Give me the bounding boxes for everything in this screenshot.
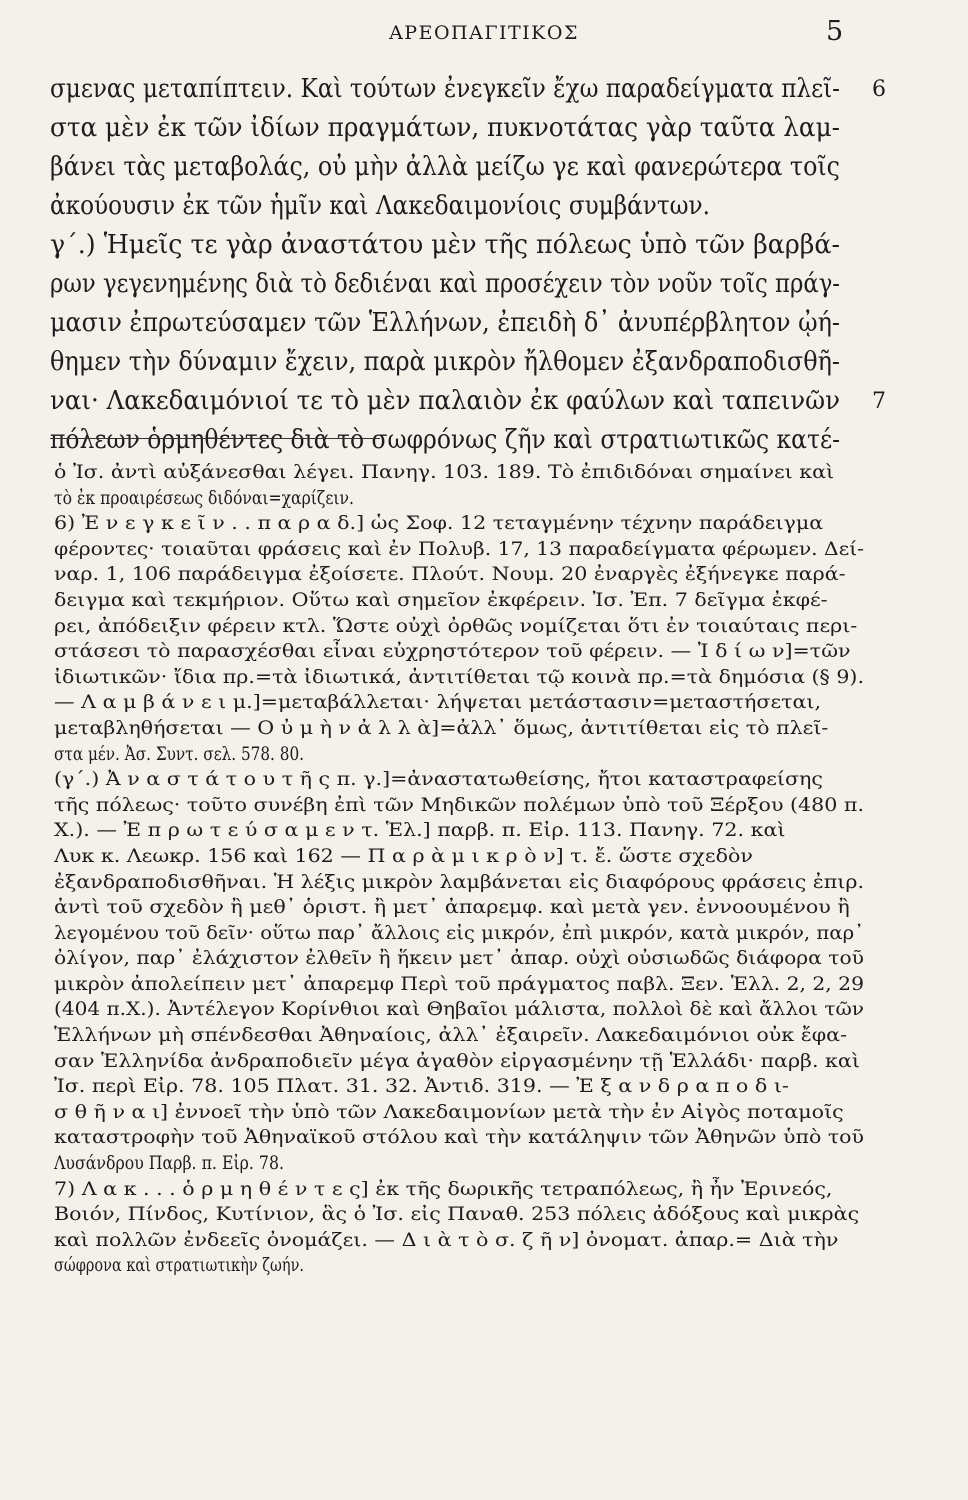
- note-line: ἰδιωτικῶν· ἴδια πρ.=τὰ ἰδιωτικά, ἀντιτίθεται τῷ κοινὰ πρ.=τὰ δημόσια (§ 9).: [54, 666, 864, 688]
- main-text-line: ρων γεγενημένης διὰ τὸ δεδιέναι καὶ προσέχειν τὸν νοῦν τοῖς πράγ-: [50, 269, 840, 299]
- note-line: καταστροφὴν τοῦ Ἀθηναϊκοῦ στόλου καὶ τὴν κατάληψιν τῶν Ἀθηνῶν ὑπὸ τοῦ: [54, 1127, 864, 1149]
- main-text-line: ἀκούουσιν ἐκ τῶν ἡμῖν καὶ Λακεδαιμονίοις συμβάντων.: [50, 191, 710, 221]
- main-text-line: πόλεων ὁρμηθέντες διὰ τὸ σωφρόνως ζῆν καὶ στρατιωτικῶς κατέ-: [50, 425, 840, 455]
- note-line: (404 π.Χ.). Ἀντέλεγον Κορίνθιοι καὶ Θηβαῖοι μάλιστα, πολλοὶ δὲ καὶ ἄλλοι τῶν: [54, 999, 864, 1021]
- note-line: Λυκ κ. Λεωκρ. 156 καὶ 162 — Π α ρ ὰ μ ι κ ρ ὸ ν] τ. ἔ. ὥστε σχεδὸν: [54, 845, 753, 867]
- margin-section-number: 6: [872, 77, 886, 102]
- note-line: στα μέν. Ἀσ. Συντ. σελ. 578. 80.: [54, 743, 304, 765]
- note-line: λεγομένου τοῦ δεῖν· οὕτω παρ᾽ ἄλλοις εἰς μικρόν, ἐπὶ μικρόν, κατὰ μικρόν, παρ᾽: [54, 922, 864, 944]
- page-number: 5: [826, 16, 844, 47]
- note-line: φέροντες· τοιαῦται φράσεις καὶ ἐν Πολυβ. 17, 13 παραδείγματα φέρωμεν. Δεί-: [54, 538, 864, 560]
- note-line: μεταβληθήσεται — Ο ὐ μ ὴ ν ἀ λ λ ὰ]=ἀλλ᾽ ὅμως, ἀντιτίθεται εἰς τὸ πλεῖ-: [54, 717, 829, 739]
- note-line: μικρὸν ἀπολείπειν μετ᾽ ἀπαρεμφ Περὶ τοῦ πράγματος παβλ. Ξεν. Ἑλλ. 2, 2, 29: [54, 973, 865, 995]
- note-line: Χ.). — Ἐ π ρ ω τ ε ύ σ α μ ε ν τ. Ἑλ.] παρβ. π. Εἰρ. 113. Πανηγ. 72. καὶ: [54, 820, 786, 842]
- note-line: τῆς πόλεως· τοῦτο συνέβη ἐπὶ τῶν Μηδικῶν πολέμων ὑπὸ τοῦ Ξέρξου (480 π.: [54, 794, 864, 816]
- note-line: σώφρονα καὶ στρατιωτικὴν ζωήν.: [54, 1255, 304, 1277]
- main-text-line: μασιν ἐπρωτεύσαμεν τῶν Ἑλλήνων, ἐπειδὴ δ᾽ ἀνυπέρβλητον ᾠή-: [50, 308, 840, 338]
- note-line: ἐξανδραποδισθῆναι. Ἡ λέξις μικρὸν λαμβάνεται εἰς διαφόρους φράσεις ἐπιρ.: [54, 871, 864, 893]
- running-title: ΑΡΕΟΠΑΓΙΤΙΚΟΣ: [389, 22, 579, 44]
- note-line: ὀλίγον, παρ᾽ ἐλάχιστον ἐλθεῖν ἢ ἥκειν μετ᾽ ἀπαρ. οὐχὶ οὐσιωδῶς διάφορα τοῦ: [54, 948, 864, 970]
- note-line: ρει, ἀπόδειξιν φέρειν κτλ. Ὥστε οὐχὶ ὀρθῶς νομίζεται ὅτι ἐν τοιαύταις περι-: [54, 615, 858, 637]
- note-line: ἀντὶ τοῦ σχεδὸν ἢ μεθ᾽ ὁριστ. ἢ μετ᾽ ἀπαρεμφ. καὶ μετὰ γεν. ἐννοουμένου ἢ: [54, 897, 850, 919]
- main-text-line: θημεν τὴν δύναμιν ἔχειν, παρὰ μικρὸν ἤλθομεν ἐξανδραποδισθῆ-: [50, 347, 840, 377]
- main-text-line: στα μὲν ἐκ τῶν ἰδίων πραγμάτων, πυκνοτάτας γὰρ ταῦτα λαμ-: [50, 113, 840, 143]
- note-line: Λυσάνδρου Παρβ. π. Εἰρ. 78.: [54, 1153, 284, 1175]
- note-line: καὶ πολλῶν ἐνδεεῖς ὀνομάζει. — Δ ι ὰ τ ὸ σ. ζ ῆ ν] ὀνοματ. ἀπαρ.= Διὰ τὴν: [54, 1229, 839, 1251]
- note-line: στάσεσι τὸ παρασχέσθαι εἶναι εὐχρηστότερον τοῦ φέρειν. — Ἰ δ ί ω ν]=τῶν: [54, 641, 851, 663]
- main-text-line: ναι· Λακεδαιμόνιοί τε τὸ μὲν παλαιὸν ἐκ φαύλων καὶ ταπεινῶν 7: [50, 382, 870, 421]
- note-line: τὸ ἐκ προαιρέσεως διδόναι=χαρίζειν.: [54, 487, 354, 509]
- note-line: Ἰσ. περὶ Εἰρ. 78. 105 Πλατ. 31. 32. Ἀντιδ. 319. — Ἐ ξ α ν δ ρ α π ο δ ι-: [54, 1076, 789, 1098]
- note-line: ὁ Ἰσ. ἀντὶ αὐξάνεσθαι λέγει. Πανηγ. 103. 189. Τὸ ἐπιδιδόναι σημαίνει καὶ: [54, 462, 835, 483]
- note-line: σ θ ῆ ν α ι] ἐννοεῖ τὴν ὑπὸ τῶν Λακεδαιμονίων μετὰ τὴν ἐν Αἰγὸς ποταμοῖς: [54, 1101, 844, 1123]
- main-text-line: γ΄.) Ἡμεῖς τε γὰρ ἀναστάτου μὲν τῆς πόλεως ὑπὸ τῶν βαρβά-: [50, 230, 840, 260]
- note-line: 6) Ἐ ν ε γ κ ε ῖ ν . . π α ρ α δ.] ὡς Σοφ. 12 τεταγμένην τέχνην παράδειγμα: [54, 513, 824, 535]
- note-line: 7) Λ α κ . . . ὁ ρ μ η θ έ ν τ ε ς] ἐκ τῆς δωρικῆς τετραπόλεως, ἢ ἦν Ἐρινεός,: [54, 1178, 833, 1200]
- main-text-line: βάνει τὰς μεταβολάς, οὐ μὴν ἀλλὰ μείζω γε καὶ φανερώτερα τοῖς: [50, 152, 840, 182]
- main-text: [50, 70, 886, 460]
- note-line: Βοιόν, Πίνδος, Κυτίνιον, ἃς ὁ Ἰσ. εἰς Παναθ. 253 πόλεις ἀδόξους καὶ μικρὰς: [54, 1204, 860, 1226]
- note-line: Ἑλλήνων μὴ σπένδεσθαι Ἀθηναίοις, ἀλλ᾽ ἐξαιρεῖν. Λακεδαιμόνιοι οὐκ ἔφα-: [54, 1025, 848, 1047]
- note-line: δειγμα καὶ τεκμήριον. Οὕτω καὶ σημεῖον ἐκφέρειν. Ἰσ. Ἐπ. 7 δεῖγμα ἐκφέ-: [54, 589, 828, 611]
- note-line: σαν Ἑλληνίδα ἀνδραποδιεῖν μέγα ἀγαθὸν εἰργασμένην τῇ Ἑλλάδι· παρβ. καὶ: [54, 1050, 860, 1072]
- margin-section-number: 7: [872, 389, 886, 414]
- note-line: ναρ. 1, 106 παράδειγμα ἐξοίσετε. Πλούτ. Νουμ. 20 ἐναργὲς ἐξήνεγκε παρά-: [54, 564, 846, 586]
- footnote-separator: [50, 438, 380, 439]
- note-line: (γ΄.) Ἀ ν α σ τ ά τ ο υ τ ῆ ς π. γ.]=ἀναστατωθείσης, ἤτοι καταστραφείσης: [54, 769, 823, 791]
- commentary-notes: [54, 460, 870, 1279]
- note-line: — Λ α μ β ά ν ε ι μ.]=μεταβάλλεται· λήψεται μετάστασιν=μεταστήσεται,: [54, 692, 822, 714]
- main-text-line: σμενας μεταπίπτειν. Καὶ τούτων ἐνεγκεῖν ἔχω παραδείγματα πλεῖ- 6: [50, 70, 870, 109]
